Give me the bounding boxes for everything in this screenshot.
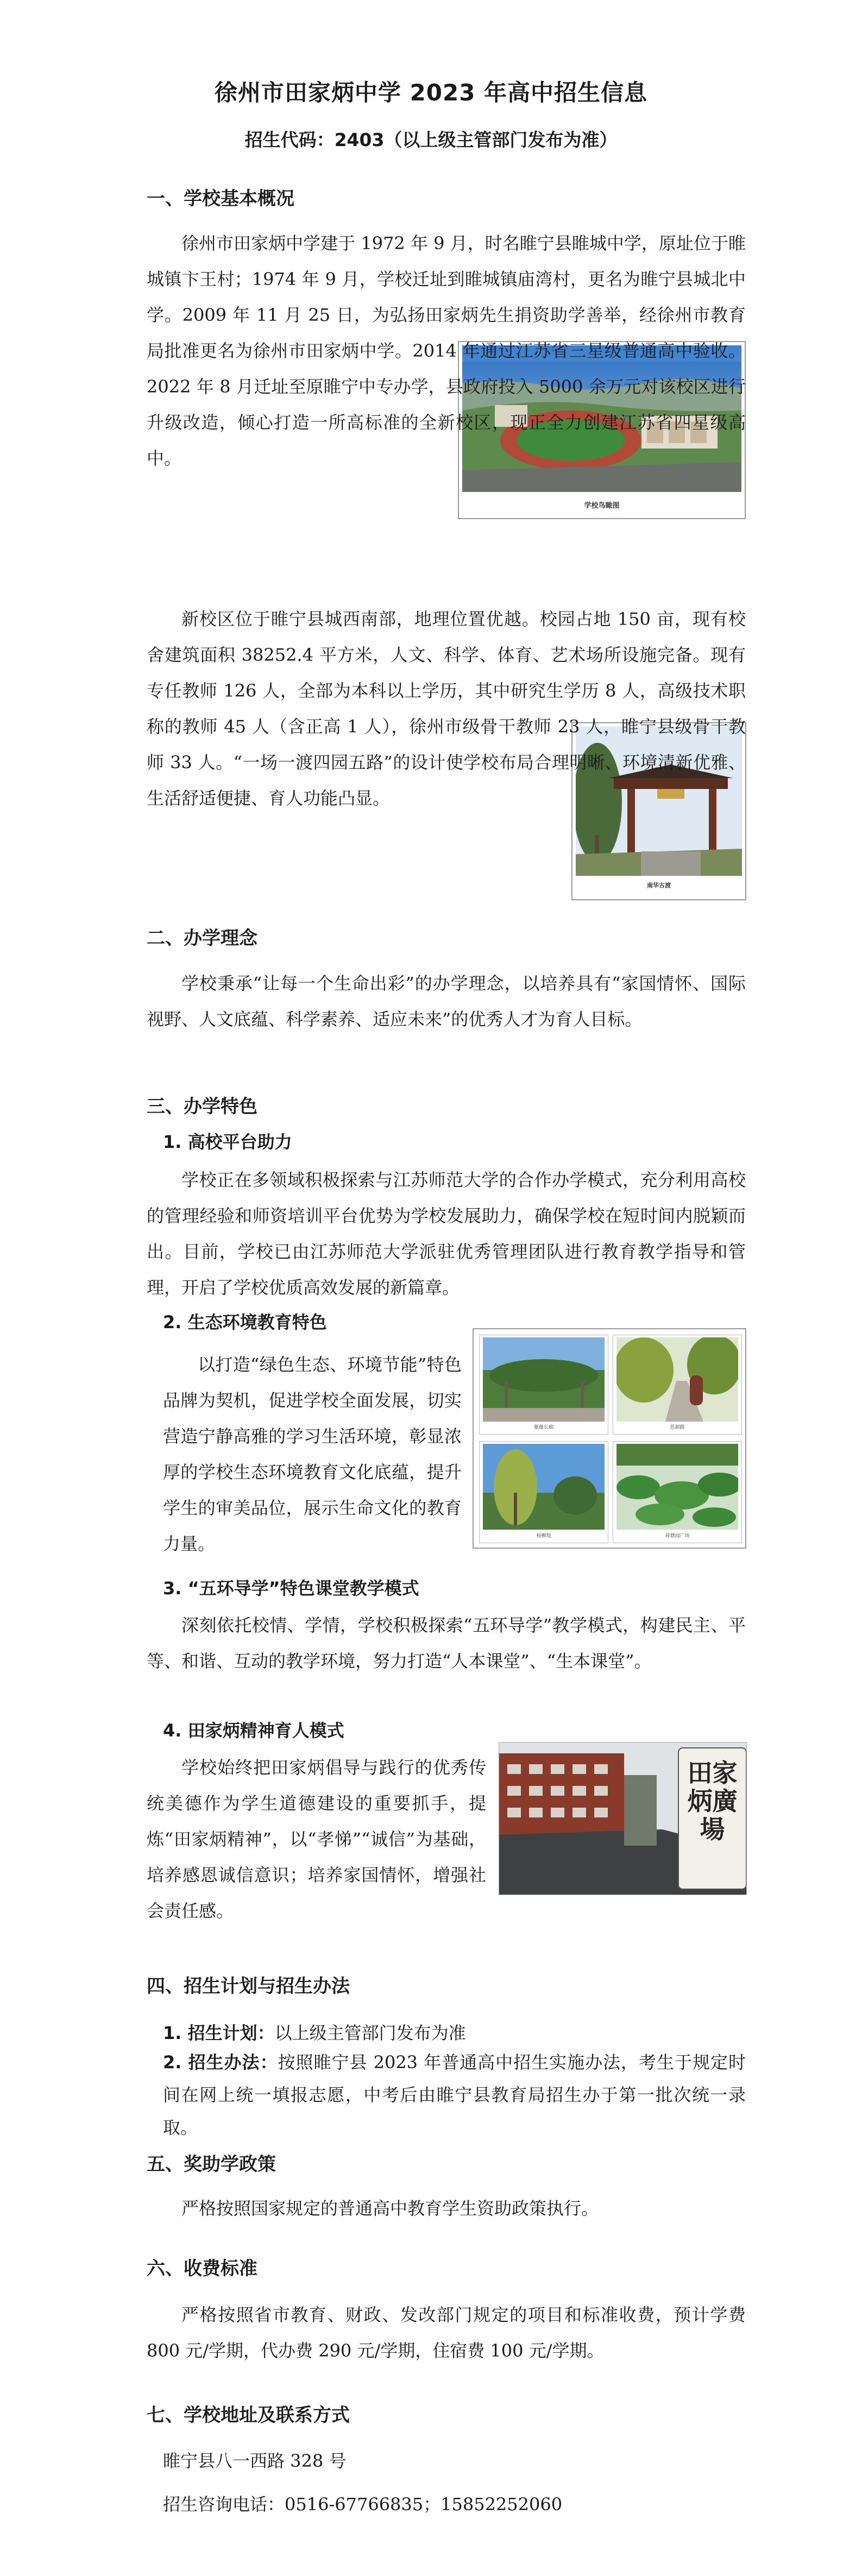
photo-willow-bank: [479, 1441, 608, 1543]
philosophy-paragraph: 学校秉承“让每一个生命出彩”的办学理念，以培养具有“家国情怀、国际视野、人文底蕴、科学素养、适应未来”的优秀人才为育人目标。: [147, 973, 746, 1030]
document-subtitle: 招生代码：2403（以上级主管部门发布为准）: [244, 129, 618, 150]
photo-siyuan-road: [613, 1335, 742, 1435]
school-address: 睢宁县八一西路 328 号: [163, 2451, 347, 2471]
road-caption: 思源路: [670, 1425, 685, 1430]
feature-2-heading: 2. 生态环境教育特色: [163, 1312, 327, 1333]
plaza-sign-text: 田家炳廣場: [687, 1758, 738, 1844]
enrollment-method-label: 2. 招生办法：: [163, 2052, 278, 2073]
feature-2-paragraph: 以打造“绿色生态、环境节能”特色品牌为契机，促进学校全面发展，切实营造宁静高雅的学习生活环境，彰显浓厚的学校生态环境教育文化底蕴，提升学生的审美品位，展示生命文化的教育力量。: [163, 1354, 462, 1554]
section-heading-overview: 一、学校基本概况: [147, 188, 294, 210]
lotus-image: [616, 1444, 738, 1530]
willow-image: [483, 1444, 605, 1530]
photo-wisteria-corridor: [479, 1335, 608, 1435]
document-title: 徐州市田家炳中学 2023 年高中招生信息: [214, 79, 648, 106]
admissions-phone: 招生咨询电话：0516-67766835；15852252060: [163, 2494, 563, 2515]
enrollment-method-paragraph: [163, 2046, 746, 2144]
overview-paragraph-2: [147, 601, 746, 816]
enrollment-method-text: 按照睢宁县 2023 年普通高中招生实施办法，考生于规定时间在网上统一填报志愿，中考后由睢宁县教育局招生办于第一批次统一录取。: [163, 2052, 746, 2138]
lotus-caption: 荷塘闻广场: [665, 1533, 690, 1539]
fees-paragraph: 严格按照省市教育、财政、发改部门规定的项目和标准收费，预计学费 800 元/学期，代办费 290 元/学期，住宿费 100 元/学期。: [147, 2304, 746, 2361]
overview-text-2: 新校区位于睢宁县城西南部，地理位置优越。校园占地 150 亩，现有校舍建筑面积 38252.4 平方米，人文、科学、体育、艺术场所设施完备。现有专任教师 126 人，全部为本科以上学历，其中研究生学历 8 人，高级技术职称的教师 45 人（含正高 1 人），徐州市级骨干教师 23 人，睢宁县级骨干教师 33 人。“一场一渡四园五路”的设计使学校布局合理明晰、环境清新优雅、生活舒适便捷、育人功能凸显。: [147, 609, 746, 809]
willow-caption: 杨柳堤: [536, 1533, 551, 1539]
plaza-sign-photo: [499, 1742, 747, 1895]
feature-3-heading: 3. “五环导学”特色课堂教学模式: [163, 1578, 419, 1599]
section-heading-aid: 五、奖助学政策: [147, 2154, 276, 2175]
enrollment-plan-line: [163, 2021, 466, 2045]
wisteria-image: [483, 1337, 605, 1422]
enrollment-plan-text: 以上级主管部门发布为准: [274, 2023, 466, 2043]
overview-paragraph-1-top: [147, 225, 746, 476]
section-heading-features: 三、办学特色: [147, 1096, 257, 1117]
overview-text-1: 徐州市田家炳中学建于 1972 年 9 月，时名睢宁县睢城中学，原址位于睢城镇卞王村；1974 年 9 月，学校迁址到睢城镇庙湾村，更名为睢宁县城北中学。2009 年 11 月 25 日，为弘扬田家炳先生捐资助学善举，经徐州市教育局批准更名为徐州市田家炳中学。2014 年通过江苏省三星级普通高中验收。2022 年 8 月迁址至原睢宁中专办学，县政府投入 5000 余万元对该校区进行升级改造，倾心打造一所高标准的全新校区，现正全力创建江苏省四星级高中。: [147, 233, 746, 469]
section-heading-philosophy: 二、办学理念: [147, 927, 257, 949]
aerial-view-caption: 学校鸟瞰图: [584, 502, 620, 510]
photo-lotus-pond: [613, 1441, 742, 1543]
section-heading-fees: 六、收费标准: [147, 2258, 257, 2280]
feature-1-heading: 1. 高校平台助力: [163, 1132, 292, 1152]
aid-paragraph: 严格按照国家规定的普通高中教育学生资助政策执行。: [181, 2198, 599, 2219]
road-image: [616, 1337, 738, 1422]
gate-caption: 南华古渡: [647, 882, 671, 889]
feature-1-paragraph: 学校正在多领域积极探索与江苏师范大学的合作办学模式，充分利用高校的管理经验和师资培训平台优势为学校发展助力，确保学校在短时间内脱颖而出。目前，学校已由江苏师范大学派驻优秀管理团队进行教育教学指导和管理，开启了学校优质高效发展的新篇章。: [147, 1170, 746, 1298]
section-heading-enrollment: 四、招生计划与招生办法: [147, 1975, 350, 1997]
wisteria-caption: 紫藤长廊: [533, 1425, 553, 1430]
feature-4-heading: 4. 田家炳精神育人模式: [163, 1720, 344, 1741]
section-heading-contact: 七、学校地址及联系方式: [147, 2404, 350, 2426]
feature-3-paragraph: 深刻依托校情、学情，学校积极探索“五环导学”教学模式，构建民主、平等、和谐、互动的教学环境，努力打造“人本课堂”、“生本课堂”。: [147, 1615, 746, 1671]
ecology-photo-grid: [473, 1328, 746, 1549]
feature-4-paragraph: 学校始终把田家炳倡导与践行的优秀传统美德作为学生道德建设的重要抓手，提炼“田家炳精神”，以“孝悌”“诚信”为基础，培养感恩诚信意识；培养家国情怀，增强社会责任感。: [147, 1757, 486, 1921]
enrollment-plan-label: 1. 招生计划：: [163, 2023, 275, 2043]
